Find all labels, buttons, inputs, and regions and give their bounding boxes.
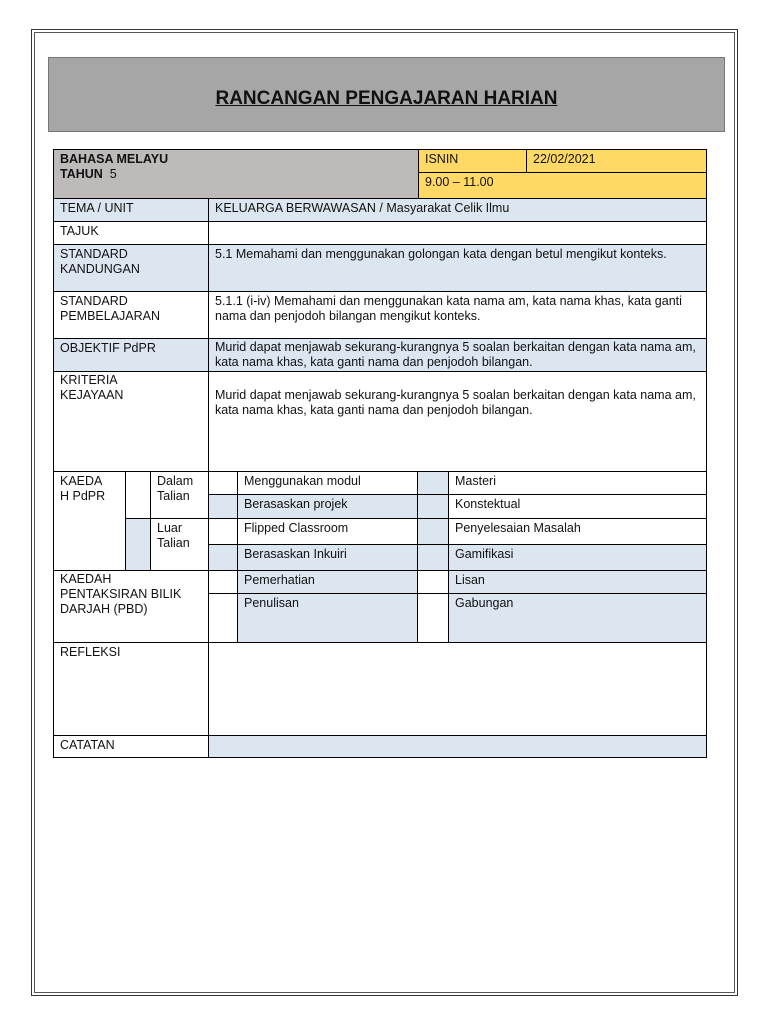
option-label: Masteri <box>455 474 496 488</box>
year-label: TAHUN <box>60 167 103 181</box>
sp-label-cell <box>53 291 209 339</box>
refleksi-value-cell[interactable] <box>208 642 707 736</box>
option-checkbox[interactable] <box>208 518 238 545</box>
option-label: Flipped Classroom <box>244 521 349 535</box>
option-cell <box>237 544 418 571</box>
pbd-option-cell <box>448 593 707 643</box>
dalam-label-line1: Dalam <box>157 474 194 488</box>
option-cell <box>237 494 418 519</box>
date-value: 22/02/2021 <box>533 152 596 166</box>
tajuk-label: TAJUK <box>60 224 99 238</box>
pbd-label-line2: PENTAKSIRAN BILIK <box>60 587 182 601</box>
tema-label-cell <box>53 198 209 222</box>
time-value: 9.00 – 11.00 <box>425 175 494 189</box>
option-label: Konstektual <box>455 497 521 511</box>
pbd-option-label: Gabungan <box>455 596 514 610</box>
option-checkbox[interactable] <box>417 471 449 495</box>
pbd-option-cell <box>237 570 418 594</box>
title-banner <box>48 57 725 132</box>
subject-label: BAHASA MELAYU <box>60 152 169 166</box>
sk-label-line1: STANDARD <box>60 247 128 261</box>
luar-label-line2: Talian <box>157 536 190 550</box>
date-cell <box>526 149 707 173</box>
option-label: Gamifikasi <box>455 547 514 561</box>
objektif-label-cell <box>53 338 209 372</box>
day-cell <box>418 149 527 173</box>
kriteria-value-cell <box>208 371 707 472</box>
pbd-label-cell <box>53 570 209 643</box>
kriteria-label-line1: KRITERIA <box>60 373 118 387</box>
option-checkbox[interactable] <box>417 494 449 519</box>
pbd-option-cell <box>448 570 707 594</box>
tema-value: KELUARGA BERWAWASAN / Masyarakat Celik Ilmu <box>215 201 510 215</box>
kaedah-label-line2: H PdPR <box>60 489 106 503</box>
tajuk-label-cell <box>53 221 209 245</box>
sp-label-line2: PEMBELAJARAN <box>60 309 161 323</box>
sp-label-line1: STANDARD <box>60 294 128 308</box>
sk-label-line2: KANDUNGAN <box>60 262 140 276</box>
refleksi-label-cell <box>53 642 209 736</box>
option-checkbox[interactable] <box>417 518 449 545</box>
pbd-checkbox[interactable] <box>417 570 449 594</box>
time-cell <box>418 172 707 199</box>
page-title: RANCANGAN PENGAJARAN HARIAN <box>215 87 558 109</box>
catatan-value-cell[interactable] <box>208 735 707 758</box>
option-cell <box>448 471 707 495</box>
option-cell <box>448 518 707 545</box>
option-checkbox[interactable] <box>208 544 238 571</box>
kriteria-label-line2: KEJAYAAN <box>60 388 124 402</box>
option-checkbox[interactable] <box>417 544 449 571</box>
kaedah-label-cell <box>53 471 126 571</box>
pbd-checkbox[interactable] <box>417 593 449 643</box>
dalam-talian-checkbox[interactable] <box>125 471 151 519</box>
catatan-label-cell <box>53 735 209 758</box>
luar-talian-checkbox[interactable] <box>125 518 151 571</box>
pbd-option-label: Penulisan <box>244 596 299 610</box>
tajuk-value-cell <box>208 221 707 245</box>
option-label: Berasaskan Inkuiri <box>244 547 347 561</box>
tema-value-cell <box>208 198 707 222</box>
option-checkbox[interactable] <box>208 494 238 519</box>
option-label: Penyelesaian Masalah <box>455 521 581 535</box>
sk-value-cell <box>208 244 707 292</box>
option-cell <box>448 544 707 571</box>
year-value: 5 <box>109 167 117 181</box>
pbd-option-label: Lisan <box>455 573 485 587</box>
option-cell <box>237 471 418 495</box>
dalam-talian-label-cell <box>150 471 209 519</box>
pbd-option-label: Pemerhatian <box>244 573 315 587</box>
option-cell <box>237 518 418 545</box>
kaedah-label-line1: KAEDA <box>60 474 103 488</box>
option-checkbox[interactable] <box>208 471 238 495</box>
pbd-option-cell <box>237 593 418 643</box>
sp-value-cell <box>208 291 707 339</box>
objektif-label: OBJEKTIF PdPR <box>60 341 156 355</box>
option-label: Menggunakan modul <box>244 474 361 488</box>
objektif-value: Murid dapat menjawab sekurang-kurangnya 5 soalan berkaitan dengan kata nama am, kata nama khas, kata ganti nama dan penjodoh bilangan. <box>215 340 696 369</box>
kriteria-label-cell <box>53 371 209 472</box>
option-cell <box>448 494 707 519</box>
option-label: Berasaskan projek <box>244 497 348 511</box>
pbd-checkbox[interactable] <box>208 570 238 594</box>
sp-value: 5.1.1 (i-iv) Memahami dan menggunakan kata nama am, kata nama khas, kata ganti nama dan penjodoh bilangan mengikut konteks. <box>215 294 682 323</box>
pbd-label-line3: DARJAH (PBD) <box>60 602 148 616</box>
luar-label-line1: Luar <box>157 521 183 535</box>
tema-label: TEMA / UNIT <box>60 201 134 215</box>
pbd-checkbox[interactable] <box>208 593 238 643</box>
day-value: ISNIN <box>425 152 459 166</box>
kriteria-value: Murid dapat menjawab sekurang-kurangnya 5 soalan berkaitan dengan kata nama am, kata nama khas, kata ganti nama dan penjodoh bilangan. <box>215 388 696 417</box>
sk-label-cell <box>53 244 209 292</box>
refleksi-label: REFLEKSI <box>60 645 121 659</box>
catatan-label: CATATAN <box>60 738 115 752</box>
dalam-label-line2: Talian <box>157 489 190 503</box>
sk-value: 5.1 Memahami dan menggunakan golongan kata dengan betul mengikut konteks. <box>215 247 667 261</box>
pbd-label-line1: KAEDAH <box>60 572 112 586</box>
luar-talian-label-cell <box>150 518 209 571</box>
subject-cell <box>53 149 419 199</box>
objektif-value-cell <box>208 338 707 372</box>
